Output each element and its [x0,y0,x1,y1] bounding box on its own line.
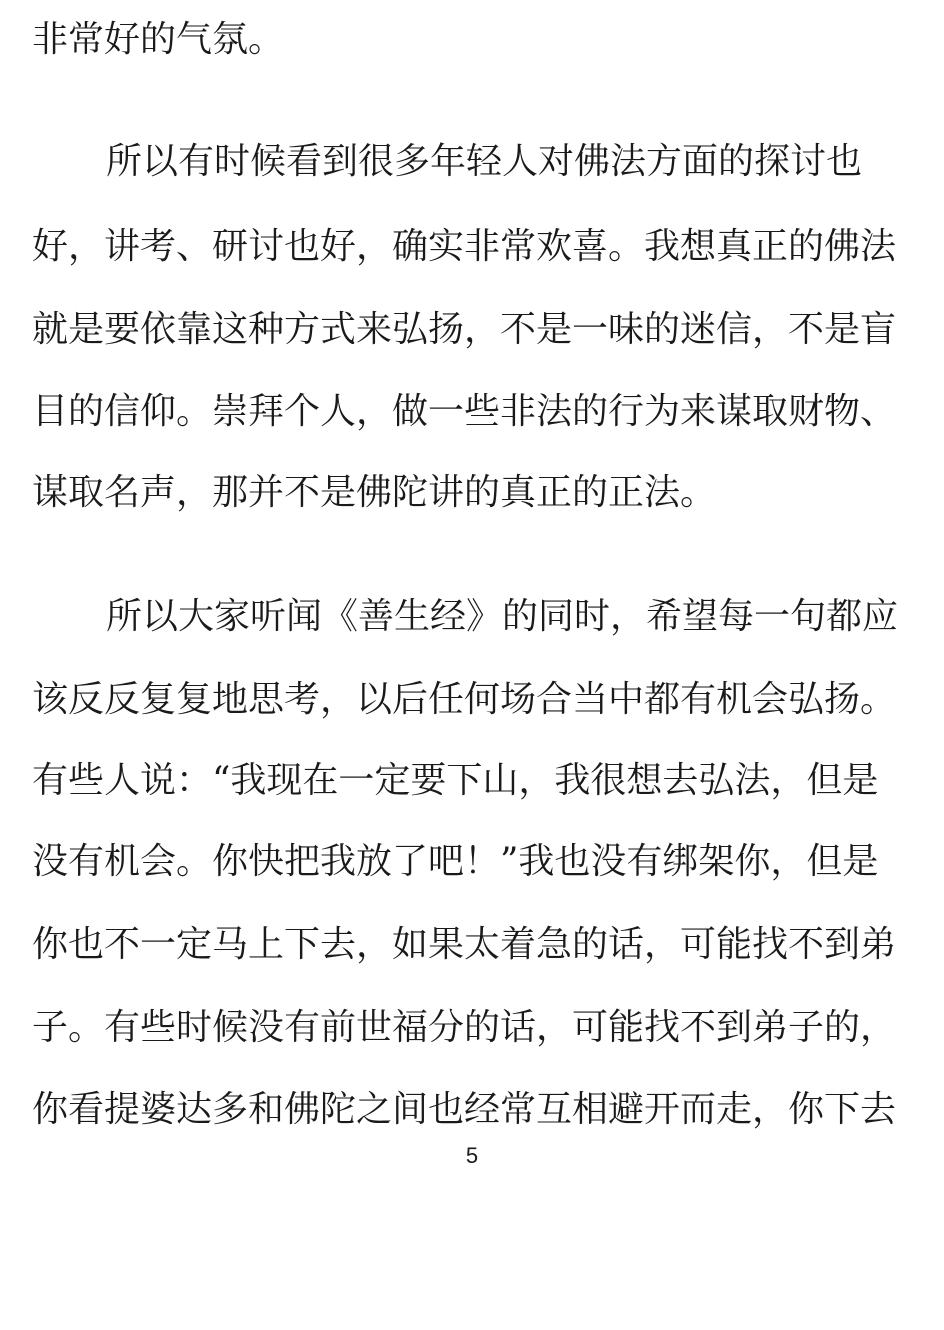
text-line: 非常好的气氛。 [32,19,285,60]
text-line: 所以大家听闻《善生经》的同时，希望每一句都应 [106,596,899,637]
text-line: 好，讲考、研讨也好，确实非常欢喜。我想真正的佛法 [32,226,897,267]
text-line: 目的信仰。崇拜个人，做一些非法的行为来谋取财物、 [32,391,897,432]
text-line: 子。有些时候没有前世福分的话，可能找不到弟子的， [32,1007,897,1048]
text-line: 谋取名声，那并不是佛陀讲的真正的正法。 [32,472,717,513]
text-line: 你也不一定马上下去，如果太着急的话，可能找不到弟 [32,924,897,965]
page-number: 5 [465,1143,479,1168]
text-line: 有些人说：“我现在一定要下山，我很想去弘法，但是 [32,760,879,801]
text-line: 就是要依靠这种方式来弘扬，不是一味的迷信，不是盲 [32,309,897,350]
text-line: 该反反复复地思考，以后任何场合当中都有机会弘扬。 [32,679,897,720]
text-line: 所以有时候看到很多年轻人对佛法方面的探讨也 [106,141,863,182]
text-line: 没有机会。你快把我放了吧！”我也没有绑架你，但是 [32,841,879,882]
text-line: 你看提婆达多和佛陀之间也经常互相避开而走，你下去 [32,1089,897,1130]
